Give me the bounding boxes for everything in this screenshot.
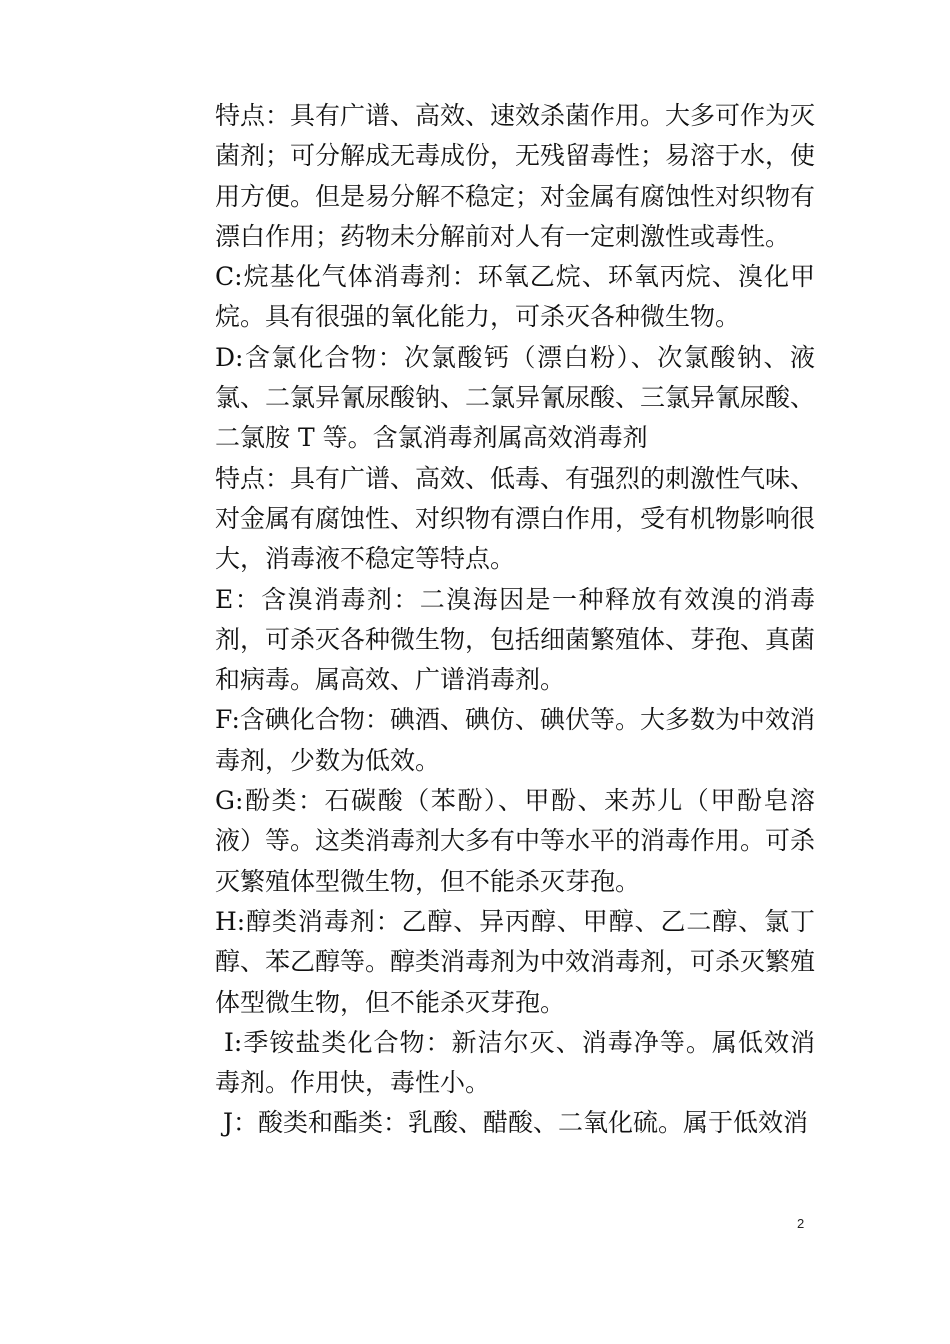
paragraph-i-quaternary-ammonium: I:季铵盐类化合物：新洁尔灭、消毒净等。属低效消毒剂。作用快，毒性小。 (215, 1027, 815, 1098)
paragraph-features-1: 特点：具有广谱、高效、速效杀菌作用。大多可作为灭菌剂；可分解成无毒成份，无残留毒性；易溶于水，使用方便。但是易分解不稳定；对金属有腐蚀性对织物有漂白作用；药物未分解前对人有一定刺激性或毒性。 (215, 101, 816, 251)
paragraph-features-2: 特点：具有广谱、高效、低毒、有强烈的刺激性气味、对金属有腐蚀性、对织物有漂白作用，受有机物影响很大，消毒液不稳定等特点。 (215, 463, 816, 574)
paragraph-c-alkylating-gas: C:烷基化气体消毒剂：环氧乙烷、环氧丙烷、溴化甲烷。具有很强的氧化能力，可杀灭各种微生物。 (215, 262, 815, 332)
paragraph-g-phenols: G:酚类：石碳酸（苯酚）、甲酚、来苏儿（甲酚皂溶液）等。这类消毒剂大多有中等水平的消毒作用。可杀灭繁殖体型微生物，但不能杀灭芽孢。 (215, 786, 816, 896)
paragraph-j-acids-esters: J：酸类和酯类：乳酸、醋酸、二氧化硫。属于低效消 (215, 1108, 808, 1138)
page-body (215, 96, 815, 1144)
paragraph-d-chlorine-compounds: D:含氯化合物：次氯酸钙（漂白粉）、次氯酸钠、液氯、二氯异氰尿酸钠、二氯异氰尿酸、三氯异氰尿酸、二氯胺 T 等。含氯消毒剂属高效消毒剂 (215, 342, 816, 453)
paragraph-h-alcohols: H:醇类消毒剂：乙醇、异丙醇、甲醇、乙二醇、氯丁醇、苯乙醇等。醇类消毒剂为中效消毒剂，可杀灭繁殖体型微生物，但不能杀灭芽孢。 (215, 906, 816, 1017)
paragraph-e-bromine: E：含溴消毒剂：二溴海因是一种释放有效溴的消毒剂，可杀灭各种微生物，包括细菌繁殖体、芽孢、真菌和病毒。属高效、广谱消毒剂。 (215, 584, 816, 695)
paragraph-f-iodine: F:含碘化合物：碘酒、碘仿、碘伏等。大多数为中效消毒剂，少数为低效。 (215, 705, 815, 775)
page-number: 2 (797, 1216, 805, 1231)
